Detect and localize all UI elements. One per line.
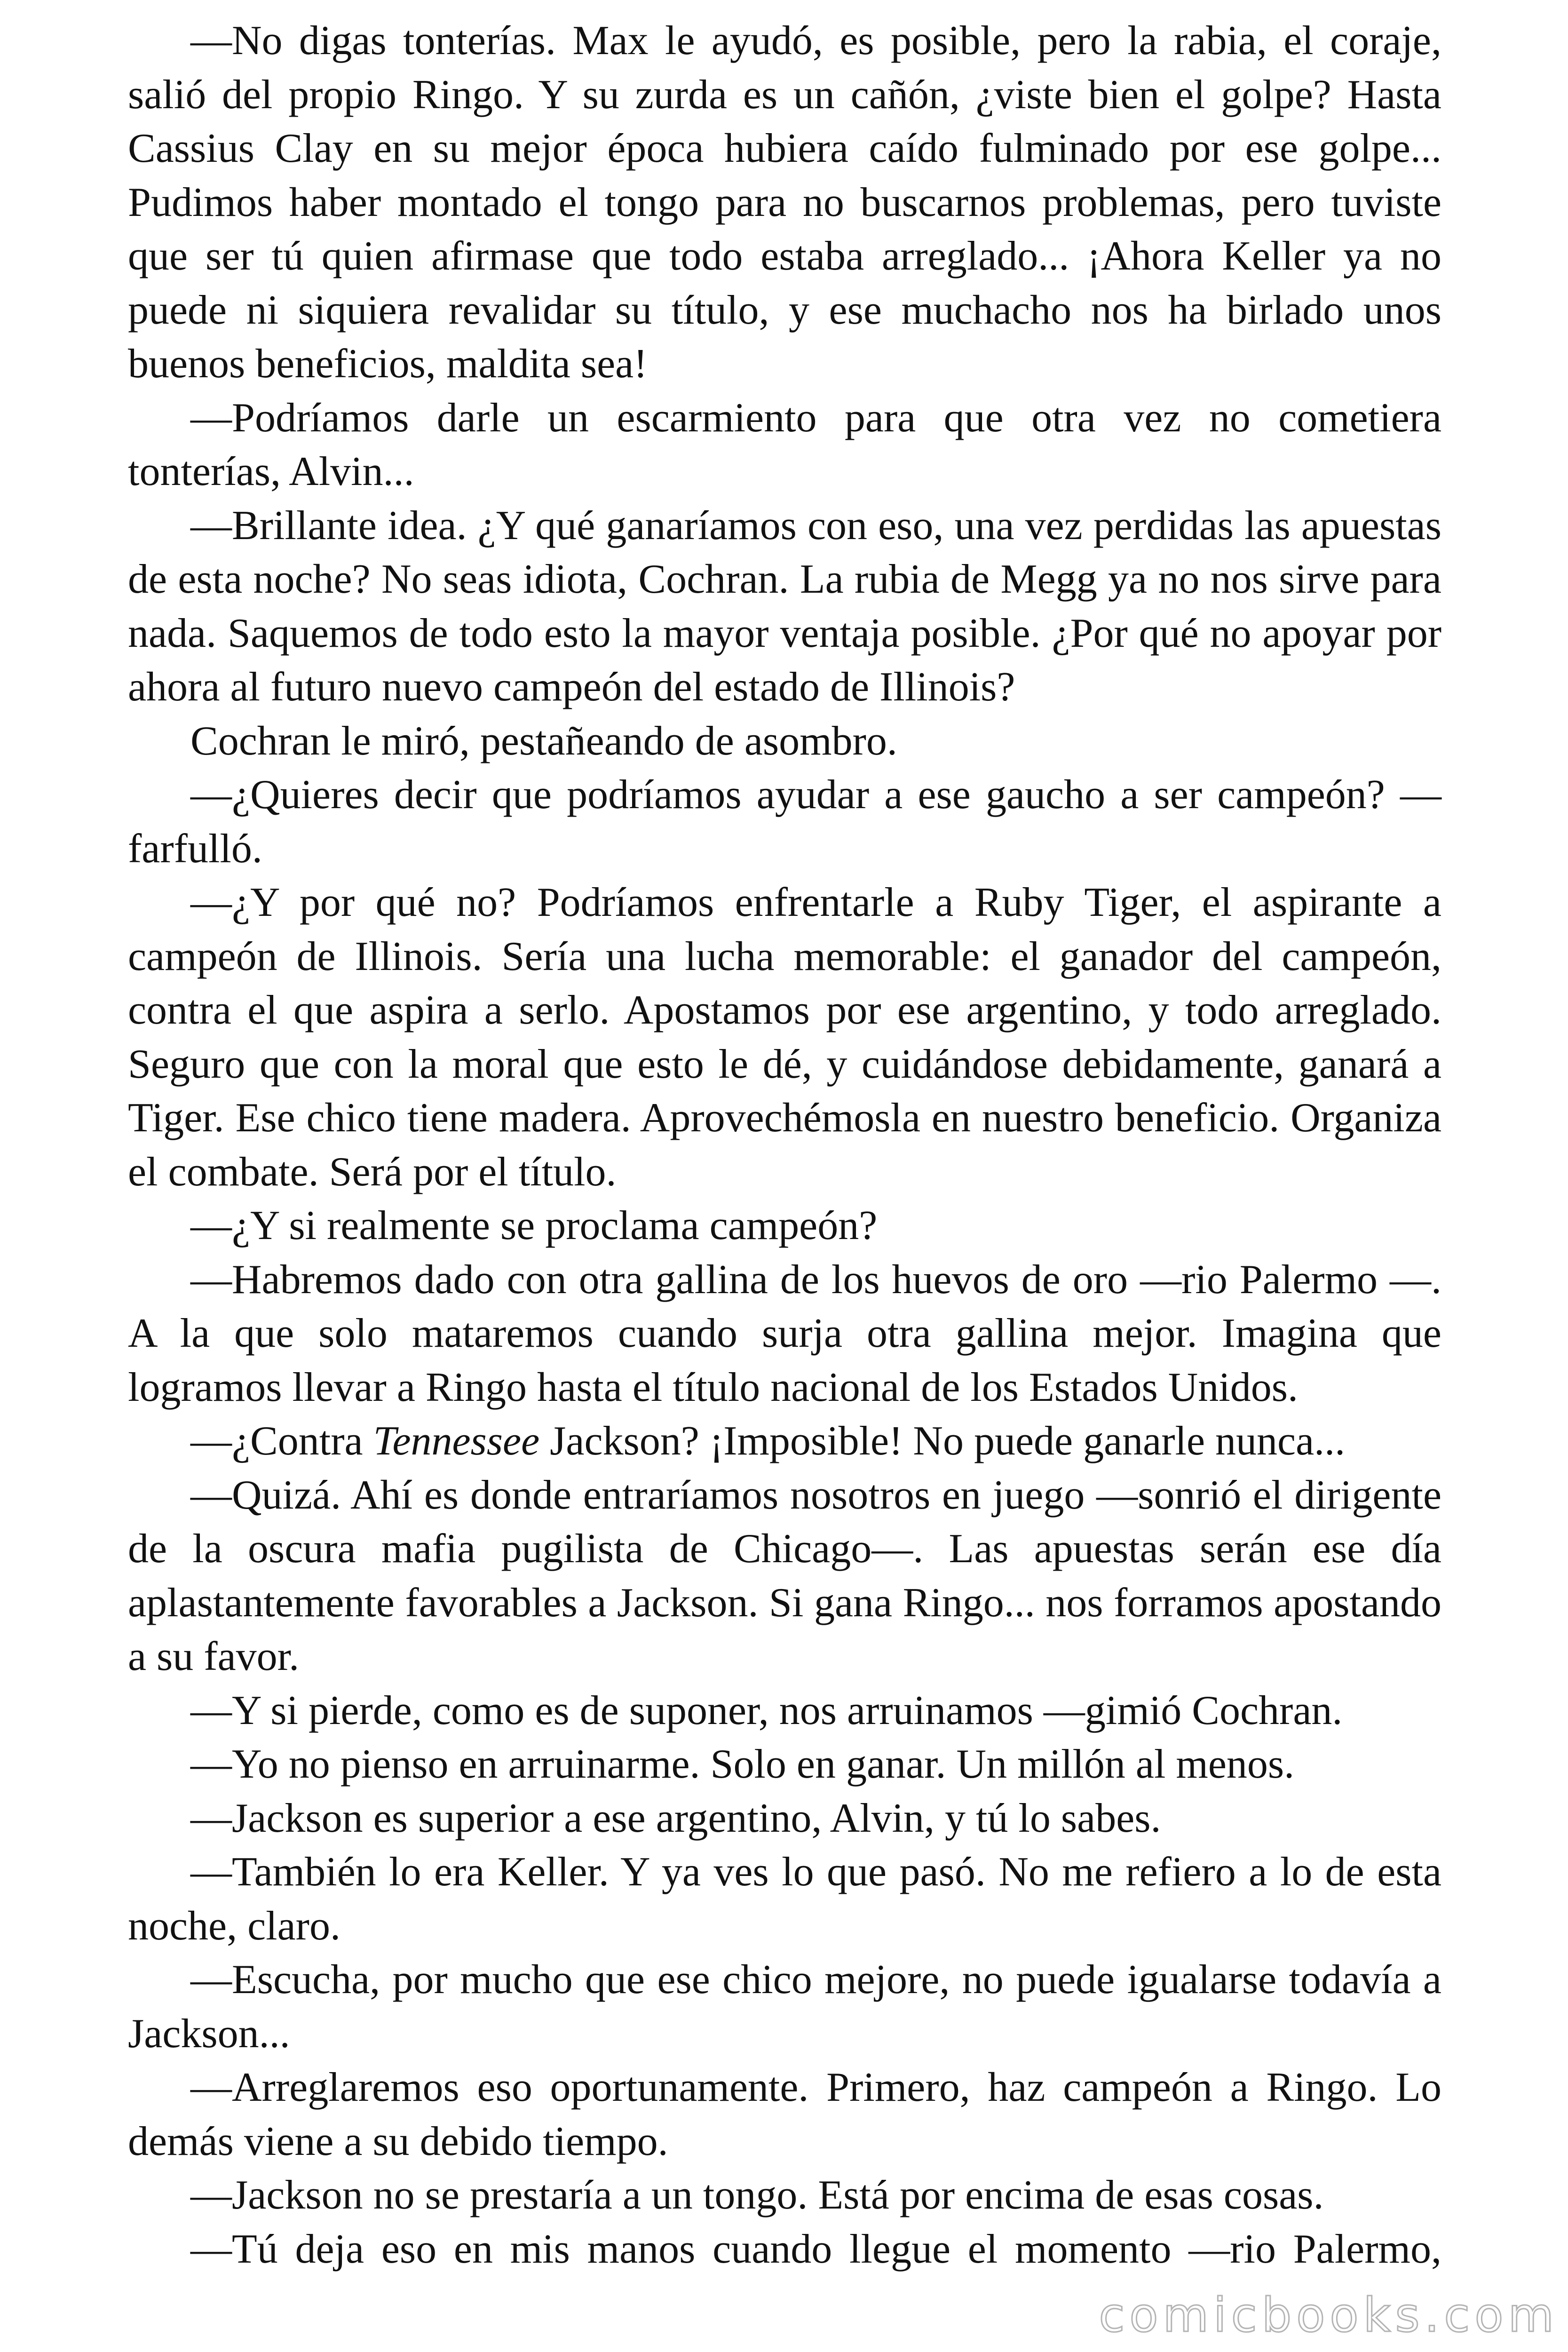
- paragraph-continued: —Tú deja eso en mis manos cuando llegue el momento —rio Palermo,: [190, 2226, 1441, 2272]
- text-run: —¿Contra: [190, 1418, 373, 1464]
- paragraph: —Jackson no se prestaría a un tongo. Está por encima de esas cosas.: [190, 2172, 1324, 2218]
- italic-name: Tennessee: [373, 1418, 540, 1464]
- paragraph: —También lo era Keller. Y ya ves lo que pasó. No me refiero a lo de esta noche, claro.: [128, 1849, 1441, 1949]
- paragraph: Cochran le miró, pestañeando de asombro.: [190, 718, 897, 764]
- paragraph: —Habremos dado con otra gallina de los huevos de oro —rio Palermo —. A la que solo mataremos cuando surja otra gallina mejor. Imagina que logramos llevar a Ringo hasta el título nacional de los Estados Unidos.: [128, 1256, 1441, 1410]
- text-run: Jackson? ¡Imposible! No puede ganarle nunca...: [539, 1418, 1346, 1464]
- body-text: [128, 14, 1441, 2276]
- paragraph: —Podríamos darle un escarmiento para que otra vez no cometiera tonterías, Alvin...: [128, 395, 1441, 494]
- paragraph: —Y si pierde, como es de suponer, nos arruinamos —gimió Cochran.: [190, 1687, 1343, 1733]
- paragraph: —¿Y por qué no? Podríamos enfrentarle a Ruby Tiger, el aspirante a campeón de Illinois. Sería una lucha memorable: el ganador del campeón, contra el que aspira a serlo. Apostamos por ese argentino, y todo arreglado. Seguro que con la moral que esto le dé, y cuidándose debidamente, ganará a Tiger. Ese chico tiene madera. Aprovechémosla en nuestro beneficio. Organiza el combate. Será por el título.: [128, 880, 1441, 1195]
- paragraph-with-italic: [128, 1414, 1441, 1469]
- paragraph: —¿Y si realmente se proclama campeón?: [190, 1203, 878, 1248]
- paragraph: —Jackson es superior a ese argentino, Alvin, y tú lo sabes.: [190, 1795, 1161, 1841]
- watermark-logo: comicbooks.com: [1099, 2288, 1559, 2343]
- paragraph: —Escucha, por mucho que ese chico mejore, no puede igualarse todavía a Jackson...: [128, 1957, 1441, 2057]
- paragraph: —¿Quieres decir que podríamos ayudar a ese gaucho a ser campeón? —farfulló.: [128, 772, 1441, 872]
- paragraph: —Arreglaremos eso oportunamente. Primero, haz campeón a Ringo. Lo demás viene a su debido tiempo.: [128, 2065, 1441, 2164]
- paragraph: —Quizá. Ahí es donde entraríamos nosotros en juego —sonrió el dirigente de la oscura mafia pugilista de Chicago—. Las apuestas serán ese día aplastantemente favorables a Jackson. Si gana Ringo... nos forramos apostando a su favor.: [128, 1472, 1441, 1679]
- paragraph: —No digas tonterías. Max le ayudó, es posible, pero la rabia, el coraje, salió del propio Ringo. Y su zurda es un cañón, ¿viste bien el golpe? Hasta Cassius Clay en su mejor época hubiera caído fulminado por ese golpe... Pudimos haber montado el tongo para no buscarnos problemas, pero tuviste que ser tú quien afirmase que todo estaba arreglado... ¡Ahora Keller ya no puede ni siquiera revalidar su título, y ese muchacho nos ha birlado unos buenos beneficios, maldita sea!: [128, 18, 1441, 387]
- paragraph: —Brillante idea. ¿Y qué ganaríamos con eso, una vez perdidas las apuestas de esta noche? No seas idiota, Cochran. La rubia de Megg ya no nos sirve para nada. Saquemos de todo esto la mayor ventaja posible. ¿Por qué no apoyar por ahora al futuro nuevo campeón del estado de Illinois?: [128, 502, 1441, 710]
- paragraph: —Yo no pienso en arruinarme. Solo en ganar. Un millón al menos.: [190, 1741, 1295, 1787]
